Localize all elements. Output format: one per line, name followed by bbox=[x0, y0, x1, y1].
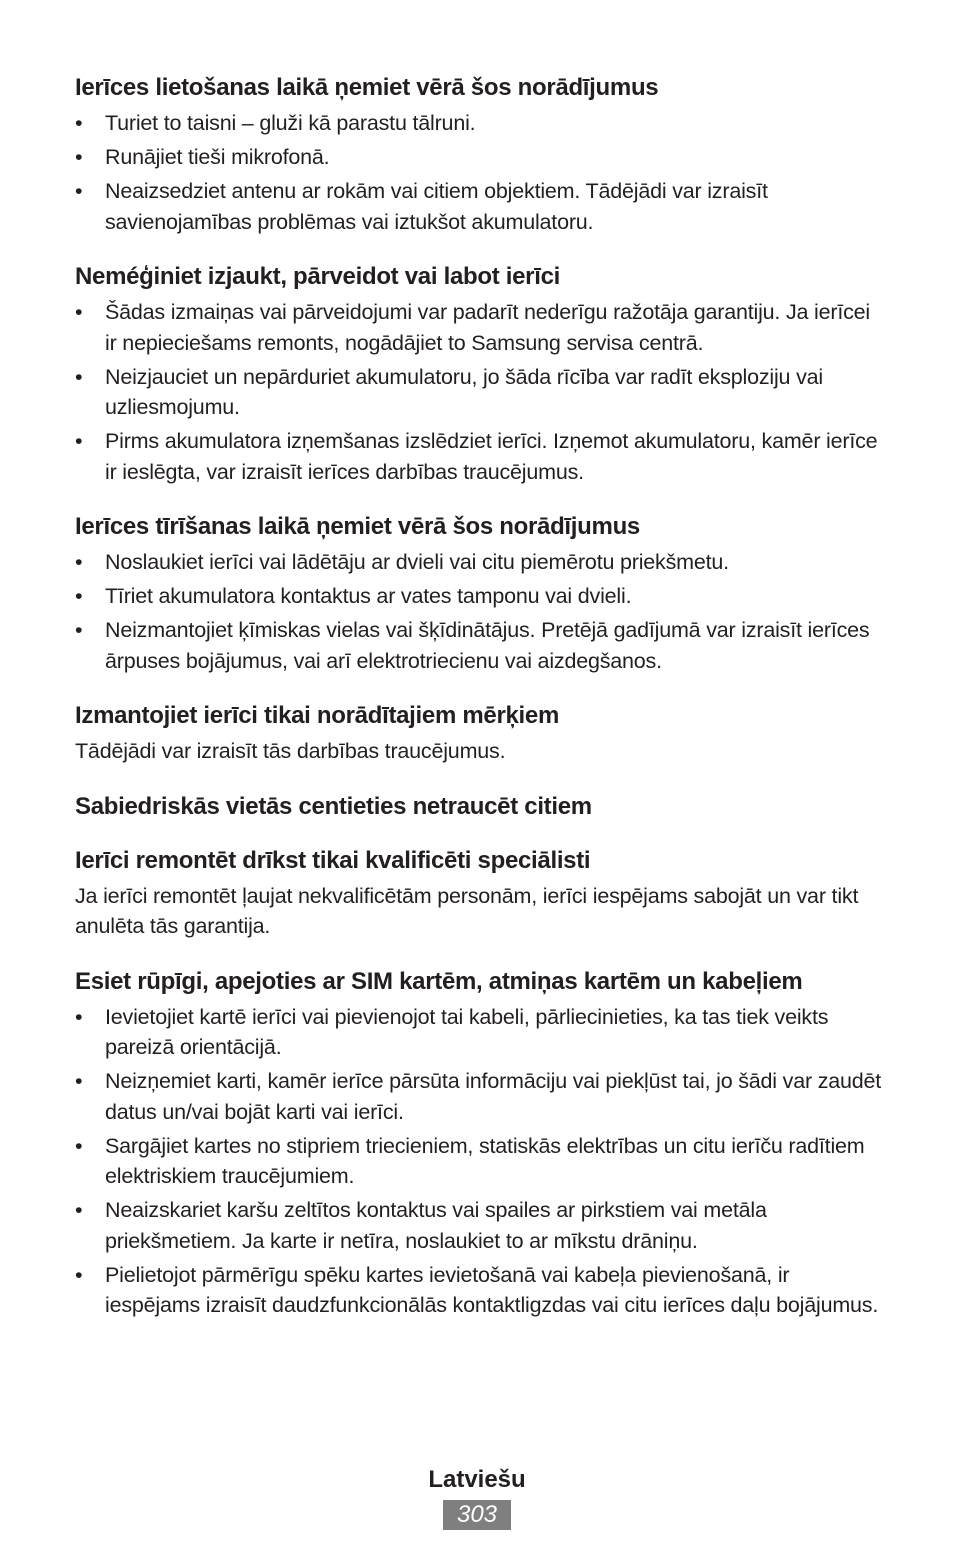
section-heading: Ierīci remontēt drīkst tikai kvalificēti speciālisti bbox=[75, 846, 591, 874]
bullet-icon: • bbox=[75, 145, 83, 169]
section-qualified-repair bbox=[75, 845, 885, 942]
list-item-text: Sargājiet kartes no stipriem triecieniem, statiskās elektrības un citu ierīču radītiem elektriskiem traucējumiem. bbox=[105, 1133, 865, 1188]
bullet-icon: • bbox=[75, 1198, 83, 1222]
list-item bbox=[75, 1002, 885, 1063]
list-item-text: Tīriet akumulatora kontaktus ar vates tamponu vai dvieli. bbox=[105, 584, 632, 608]
bullet-list bbox=[75, 297, 885, 487]
list-item bbox=[75, 1066, 885, 1127]
list-item-text: Runājiet tieši mikrofonā. bbox=[105, 145, 330, 169]
section-heading: Ierīces tīrīšanas laikā ņemiet vērā šos norādījumus bbox=[75, 513, 640, 540]
page-number: 303 bbox=[443, 1500, 511, 1530]
list-item bbox=[75, 426, 885, 487]
list-item-text: Noslaukiet ierīci vai lādētāju ar dvieli vai citu piemērotu priekšmetu. bbox=[105, 550, 729, 574]
section-cards-cables bbox=[75, 966, 885, 1321]
list-item bbox=[75, 581, 885, 612]
list-item bbox=[75, 1260, 885, 1321]
bullet-icon: • bbox=[75, 429, 83, 453]
footer-language: Latviešu bbox=[428, 1466, 526, 1493]
list-item bbox=[75, 142, 885, 173]
section-usage bbox=[75, 72, 885, 237]
list-item-text: Neaizsedziet antenu ar rokām vai citiem objektiem. Tādējādi var izraisīt savienojamības problēmas vai iztukšot akumulatoru. bbox=[105, 179, 768, 234]
section-text: Tādējādi var izraisīt tās darbības traucējumus. bbox=[75, 739, 506, 763]
section-public-places bbox=[75, 791, 885, 823]
list-item bbox=[75, 297, 885, 358]
bullet-icon: • bbox=[75, 1069, 83, 1093]
bullet-list bbox=[75, 108, 885, 237]
list-item-text: Pielietojot pārmērīgu spēku kartes ievietošanā vai kabeļa pievienošanā, ir iespējams izraisīt daudzfunkcionālās kontaktligzdas vai citu ierīces daļu bojājumus. bbox=[105, 1262, 879, 1317]
section-heading: Esiet rūpīgi, apejoties ar SIM kartēm, atmiņas kartēm un kabeļiem bbox=[75, 967, 803, 995]
section-cleaning bbox=[75, 511, 885, 676]
list-item-text: Neizņemiet karti, kamēr ierīce pārsūta informāciju vai piekļūst tai, jo šādi var zaudēt datus un/vai bojāt karti vai ierīci. bbox=[105, 1069, 882, 1124]
bullet-icon: • bbox=[75, 584, 83, 608]
section-heading: Sabiedriskās vietās centieties netraucēt citiem bbox=[75, 792, 592, 820]
list-item bbox=[75, 1131, 885, 1192]
bullet-icon: • bbox=[75, 300, 83, 324]
list-item-text: Pirms akumulatora izņemšanas izslēdziet ierīci. Izņemot akumulatoru, kamēr ierīce ir ieslēgta, var izraisīt ierīces darbības traucējumus. bbox=[105, 429, 878, 484]
section-intended-use bbox=[75, 700, 885, 767]
bullet-icon: • bbox=[75, 1262, 83, 1287]
bullet-icon: • bbox=[75, 364, 83, 389]
list-item bbox=[75, 362, 885, 423]
section-heading: Izmantojiet ierīci tikai norādītajiem mērķiem bbox=[75, 702, 560, 729]
section-no-disassembly bbox=[75, 261, 885, 487]
bullet-icon: • bbox=[75, 111, 83, 135]
page-footer bbox=[0, 1464, 954, 1530]
list-item bbox=[75, 547, 885, 578]
list-item-text: Neizmantojiet ķīmiskas vielas vai šķīdinātājus. Pretējā gadījumā var izraisīt ierīces ārpuses bojājumus, vai arī elektrotriecienu vai aizdegšanos. bbox=[105, 618, 870, 673]
list-item-text: Neizjauciet un nepārduriet akumulatoru, jo šāda rīcība var radīt eksploziju vai uzliesmojumu. bbox=[105, 364, 823, 419]
list-item bbox=[75, 615, 885, 676]
section-heading: Ierīces lietošanas laikā ņemiet vērā šos norādījumus bbox=[75, 74, 659, 101]
list-item bbox=[75, 176, 885, 237]
list-item bbox=[75, 108, 885, 139]
bullet-icon: • bbox=[75, 618, 83, 642]
bullet-icon: • bbox=[75, 179, 83, 203]
list-item-text: Turiet to taisni – gluži kā parastu tālruni. bbox=[105, 111, 476, 135]
list-item bbox=[75, 1195, 885, 1256]
bullet-icon: • bbox=[75, 1133, 83, 1158]
bullet-icon: • bbox=[75, 1004, 83, 1029]
bullet-list bbox=[75, 1002, 885, 1321]
section-heading: Neméģiniet izjaukt, pārveidot vai labot ierīci bbox=[75, 263, 561, 290]
bullet-icon: • bbox=[75, 550, 83, 574]
list-item-text: Šādas izmaiņas vai pārveidojumi var padarīt nederīgu ražotāja garantiju. Ja ierīcei ir nepieciešams remonts, nogādājiet to Samsung servisa centrā. bbox=[105, 300, 870, 355]
list-item-text: Ievietojiet kartē ierīci vai pievienojot tai kabeli, pārliecinieties, ka tas tiek veikts pareizā orientācijā. bbox=[105, 1004, 829, 1059]
manual-page bbox=[75, 72, 885, 1324]
bullet-list bbox=[75, 547, 885, 676]
section-text: Ja ierīci remontēt ļaujat nekvalificētām personām, ierīci iespējams sabojāt un var tikt anulēta tās garantija. bbox=[75, 883, 859, 938]
list-item-text: Neaizskariet karšu zeltītos kontaktus vai spailes ar pirkstiem vai metāla priekšmetiem. Ja karte ir netīra, noslaukiet to ar mīkstu drāniņu. bbox=[105, 1198, 767, 1253]
